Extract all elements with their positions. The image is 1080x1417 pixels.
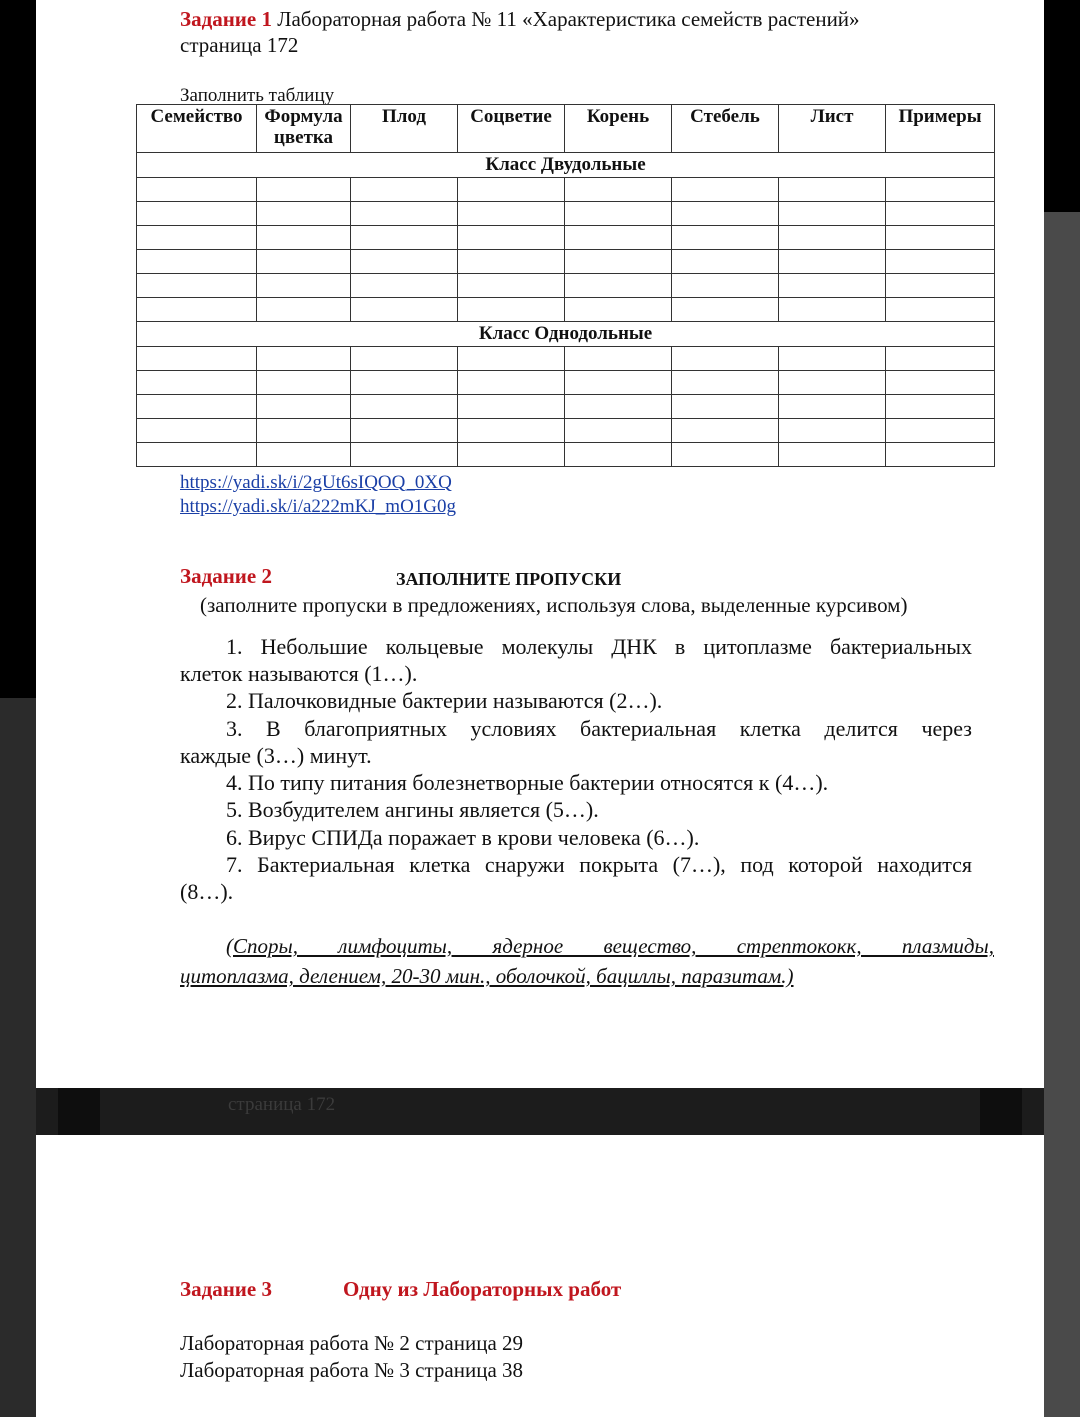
page-gap xyxy=(36,1088,1044,1135)
faded-page-ref: страница 172 xyxy=(228,1094,336,1115)
table-row xyxy=(137,443,995,467)
task1-title xyxy=(180,6,860,33)
table-row xyxy=(137,226,995,250)
plant-families-table xyxy=(136,104,995,467)
table-row xyxy=(137,419,995,443)
col-header: Плод xyxy=(351,105,458,153)
list-item: 1. Небольшие кольцевые молекулы ДНК в цитоплазме бактериальных клеток называются (1…). xyxy=(180,634,972,686)
table-row xyxy=(137,395,995,419)
task1-page-ref: страница 172 xyxy=(180,33,299,57)
list-item: 2. Палочковидные бактерии называются (2…). xyxy=(226,688,663,713)
table-row xyxy=(137,202,995,226)
col-header: Корень xyxy=(565,105,672,153)
col-header: Семейство xyxy=(137,105,257,153)
list-item: 5. Возбудителем ангины является (5…). xyxy=(226,797,599,822)
table-row xyxy=(137,371,995,395)
task2-subtitle: (заполните пропуски в предложениях, используя слова, выделенные курсивом) xyxy=(200,593,908,617)
col-header: Формула цветка xyxy=(257,105,351,153)
list-item: 7. Бактериальная клетка снаружи покрыта (7…), под которой находится (8…). xyxy=(180,852,972,904)
section-monocots: Класс Однодольные xyxy=(137,322,995,347)
lab-work-line: Лабораторная работа № 3 страница 38 xyxy=(180,1358,524,1382)
scrollbar-track[interactable] xyxy=(1044,212,1080,1417)
list-item: 6. Вирус СПИДа поражает в крови человека (6…). xyxy=(226,825,700,850)
table-instruction: Заполнить таблицу xyxy=(180,85,335,106)
table-header-row xyxy=(137,105,995,153)
lab-work-line: Лабораторная работа № 2 страница 29 xyxy=(180,1331,524,1355)
page-gap-shadow xyxy=(980,1088,1022,1135)
yadisk-link-1[interactable]: https://yadi.sk/i/2gUt6sIQOQ_0XQ xyxy=(180,472,452,493)
table-row xyxy=(137,178,995,202)
list-item: 3. В благоприятных условиях бактериальная клетка делится через каждые (3…) минут. xyxy=(180,716,973,768)
col-header: Соцветие xyxy=(458,105,565,153)
task3-heading: Одну из Лабораторных работ xyxy=(343,1277,622,1301)
task1-label: Задание 1 xyxy=(180,7,272,31)
table-row xyxy=(137,250,995,274)
list-item: 4. По типу питания болезнетворные бактерии относятся к (4…). xyxy=(226,770,829,795)
word-bank-line-2: цитоплазма, делением, 20-30 мин., оболочкой, бациллы, паразитам.) xyxy=(180,964,794,988)
task2-label: Задание 2 xyxy=(180,564,272,588)
viewer-background xyxy=(0,698,36,1417)
table-row xyxy=(137,347,995,371)
task1-title-text: Лабораторная работа № 11 «Характеристика семейств растений» xyxy=(277,7,860,31)
task2-heading: ЗАПОЛНИТЕ ПРОПУСКИ xyxy=(396,569,622,589)
page-gap-shadow xyxy=(58,1088,100,1135)
col-header: Примеры xyxy=(886,105,995,153)
table-row xyxy=(137,274,995,298)
word-bank-line-1: (Споры, лимфоциты, ядерное вещество, стрептококк, плазмиды, xyxy=(226,934,994,958)
col-header: Стебель xyxy=(672,105,779,153)
col-header: Лист xyxy=(779,105,886,153)
section-dicots: Класс Двудольные xyxy=(137,153,995,178)
yadisk-link-2[interactable]: https://yadi.sk/i/a222mKJ_mO1G0g xyxy=(180,496,457,517)
task3-label: Задание 3 xyxy=(180,1277,272,1301)
table-row xyxy=(137,298,995,322)
